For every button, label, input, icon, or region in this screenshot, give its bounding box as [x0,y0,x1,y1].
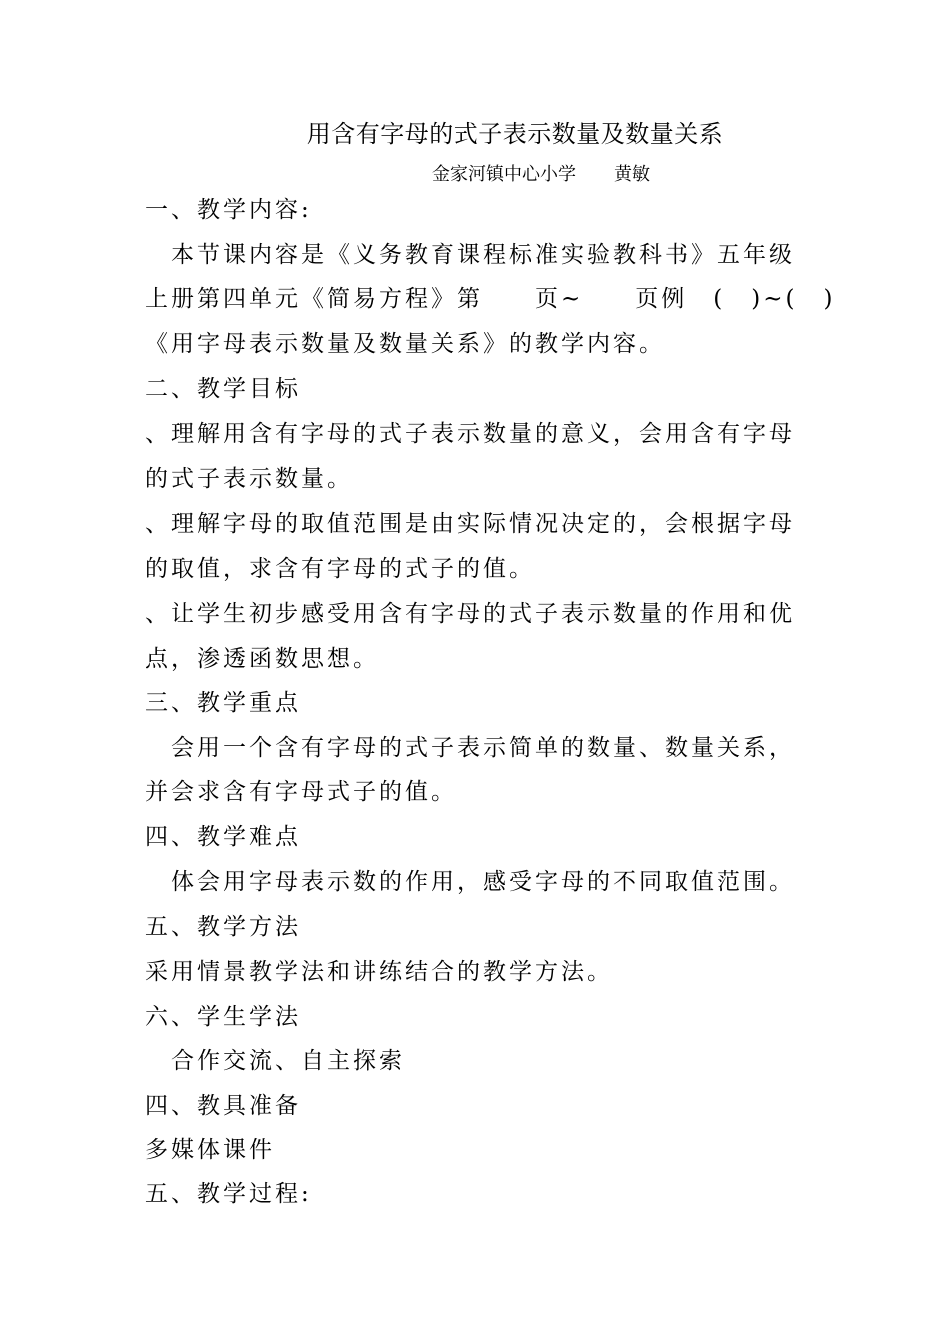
difficulties-line: 体会用字母表示数的作用，感受字母的不同取值范围。 [145,869,795,895]
goal-item-line: 、让学生初步感受用含有字母的式子表示数量的作用和优 [145,601,795,627]
author-name: 黄敏 [614,164,650,185]
document-title: 用含有字母的式子表示数量及数量关系 [306,120,724,148]
content-paragraph-line: 《用字母表示数量及数量关系》的教学内容。 [145,331,665,357]
section-heading-goals: 二、教学目标 [145,376,301,402]
goal-item-line: 、理解字母的取值范围是由实际情况决定的，会根据字母 [145,511,795,537]
teaching-aids-line: 多媒体课件 [145,1137,275,1163]
goal-item-line: 的式子表示数量。 [145,466,353,492]
section-heading-difficulties: 四、教学难点 [145,824,301,850]
section-heading-study-methods: 六、学生学法 [145,1004,301,1030]
section-heading-key-points: 三、教学重点 [145,690,301,716]
goal-item-line: 、理解用含有字母的式子表示数量的意义，会用含有字母 [145,421,795,447]
content-paragraph-line: 本节课内容是《义务教育课程标准实验教科书》五年级 [145,242,795,268]
content-paragraph-line: 上册第四单元《简易方程》第 页~ 页例 ( )~( ) [145,286,836,312]
methods-line: 采用情景教学法和讲练结合的教学方法。 [145,959,613,985]
section-heading-methods: 五、教学方法 [145,914,301,940]
author-line [432,160,650,190]
school-name: 金家河镇中心小学 [432,164,576,185]
section-heading-teaching-aids: 四、教具准备 [145,1093,301,1119]
key-points-line: 会用一个含有字母的式子表示简单的数量、数量关系， [145,735,795,761]
study-methods-line: 合作交流、自主探索 [145,1048,405,1074]
key-points-line: 并会求含有字母式子的值。 [145,779,457,805]
section-heading-process: 五、教学过程: [145,1181,312,1207]
section-heading-content: 一、教学内容: [145,197,312,223]
goal-item-line: 的取值，求含有字母的式子的值。 [145,556,535,582]
goal-item-line: 点，渗透函数思想。 [145,646,379,672]
